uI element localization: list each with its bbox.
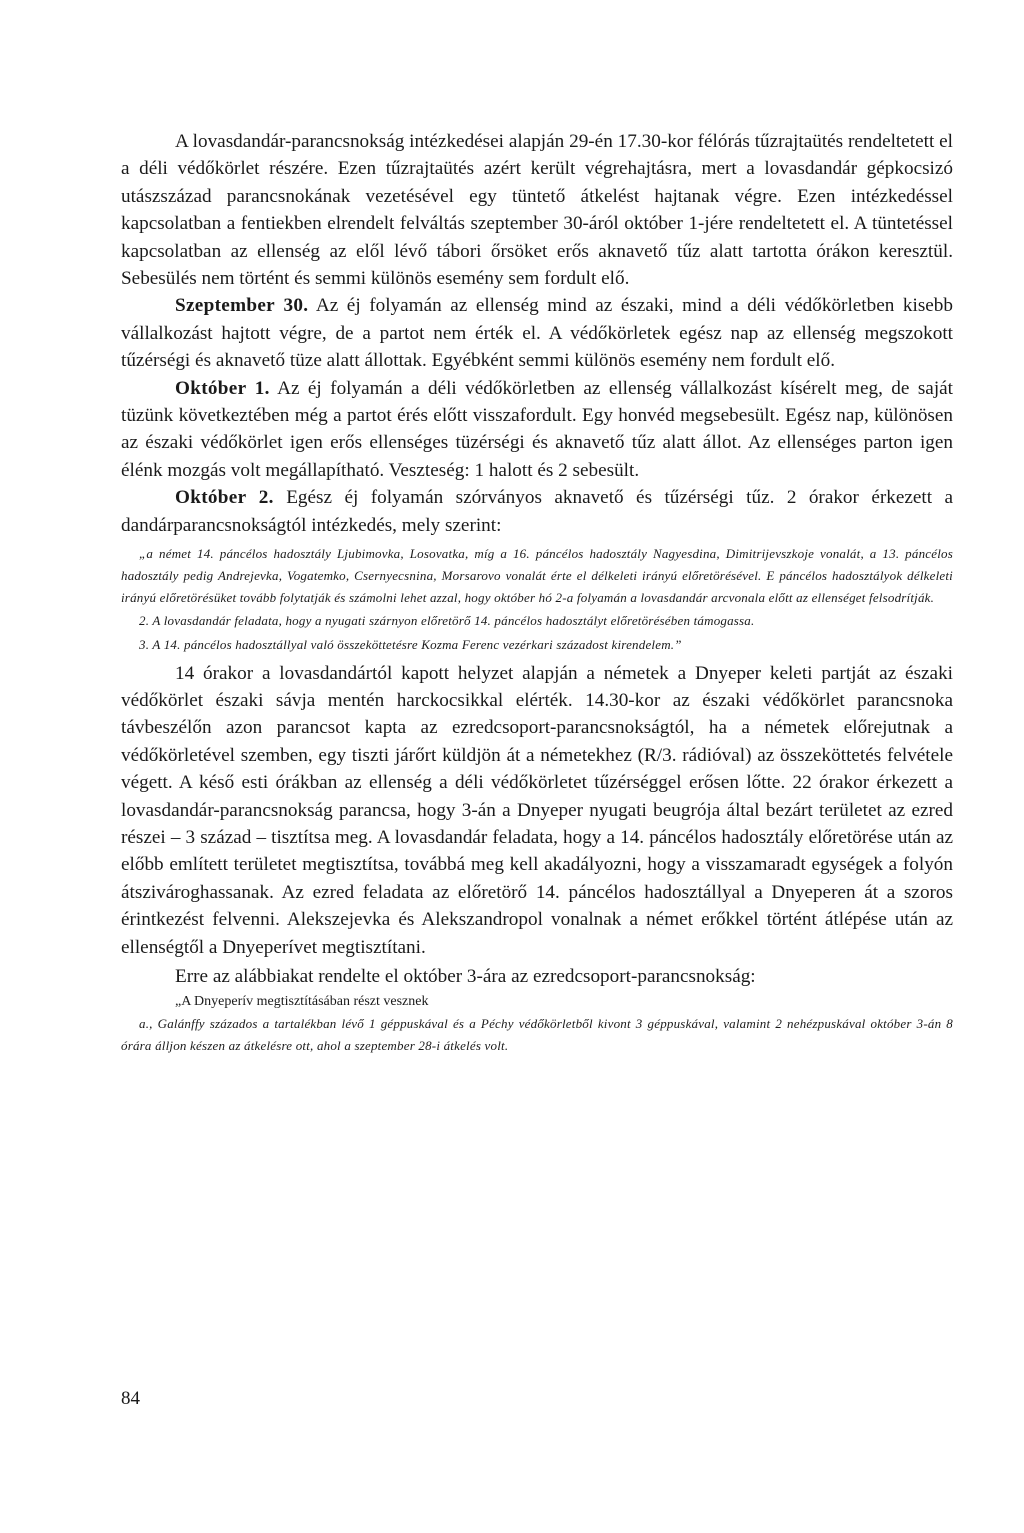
paragraph-text: Az éj folyamán a déli védőkörletben az ellenség vállalkozást kísérelt meg, de saját tüzünk következtében még a partot érés előtt visszafordult. Egy honvéd megsebesült. Egész nap, különösen az északi védőkörlet igen erős ellenséges tüzérségi és aknavető tűz alatt állot. Az ellenséges parton igen élénk mozgás volt megállapítható. Veszteség: 1 halott és 2 sebesült. xyxy=(121,377,953,481)
paragraph-october-2 xyxy=(121,484,953,539)
quote-paragraph-a: a., Galánffy százados a tartalékban lévő 1 géppuskával és a Péchy védőkörletből kivont 3 géppuskával, valamint 2 nehézpuskával október 3-án 8 órára álljon készen az átkelésre ott, ahol a szeptember 28-i átkelés volt. xyxy=(121,1016,953,1054)
quote-paragraph-2: 2. A lovasdandár feladata, hogy a nyugati szárnyon előretörő 14. páncélos hadosztályt előretörésében támogassa. xyxy=(139,613,755,629)
paragraph-text: Az éj folyamán az ellenség mind az északi, mind a déli védőkörletben kisebb vállalkozást hajtott végre, de a partot nem érték el. A védőkörletek egész nap az ellenség megszokott tűzérségi és aknavető tüze alatt állottak. Egyébként semmi különös esemény nem fordult elő. xyxy=(121,295,953,372)
paragraph-september-30 xyxy=(121,292,953,374)
quote-paragraph-3: 3. A 14. páncélos hadosztállyal való összeköttetésre Kozma Ferenc vezérkari századost kirendelem.” xyxy=(139,636,682,652)
date-heading-oct2: Október 2. xyxy=(175,487,274,509)
quote-paragraph-1: „a német 14. páncélos hadosztály Ljubimovka, Losovatka, míg a 16. páncélos hadosztály Nagyesdina, Dimitrijevszkoje vonalát, a 13. páncélos hadosztály pedig Andrejevka, Vogatemko, Csernyecsnina, Morsarovo vonalát érte el délkeleti irányú előretörésével. E páncélos hadosztályok délkeleti irányú előretörésüket tovább folytatják és számolni lehet azzal, hogy október hó 2-a folyamán a lovasdandár arcvonala előtt az ellenséget felsodrítják. xyxy=(121,546,953,605)
page-number: 84 xyxy=(121,1388,140,1409)
date-heading-sep30: Szeptember 30. xyxy=(175,295,309,317)
quote-heading: „A Dnyeperív megtisztításában részt vesznek xyxy=(175,994,429,1010)
paragraph-text: Egész éj folyamán szórványos aknavető és tűzérségi tűz. 2 órakor érkezett a dandárparancsnokságtól intézkedés, mely szerint: xyxy=(121,487,954,536)
date-heading-oct1: Október 1. xyxy=(175,377,270,399)
paragraph-14-ora: 14 órakor a lovasdandártól kapott helyzet alapján a németek a Dnyeper keleti partját az északi védőkörlet északi sávja mentén harckocsikkal elérték. 14.30-kor az északi védőkörlet parancsnoka távbeszélőn azon parancsot kapta az ezredcsoport-parancsnokságtól, ha a németek előrejutnak a védőkörletével szemben, egy tiszti járőrt küldjön át a németekhez (R/3. rádióval) az összeköttetés felvétele végett. A késő esti órákban az ellenség a déli védőkörletet tűzérséggel erősen lőtte. 22 órakor érkezett a lovasdandár-parancsnokság parancsa, hogy 3-án a Dnyeper nyugati beugrója által bezárt területet az ezred részei – 3 század – tisztítsa meg. A lovasdandár feladata, hogy a 14. páncélos hadosztály előretörése után az előbb említett területet megtisztítsa, továbbá meg kell akadályozni, hogy a visszamaradt egységek a folyón átszivároghassanak. Az ezred feladata az előretörő 14. páncélos hadosztállyal a Dnyeperen át a szoros érintkezést felvenni. Alekszejevka és Alekszandropol vonalnak a német erőkkel történt átlépése után az ellenségtől a Dnyeperívet megtisztítani. xyxy=(121,662,953,958)
paragraph-october-1 xyxy=(121,375,953,485)
paragraph-intro: A lovasdandár-parancsnokság intézkedései alapján 29-én 17.30-kor félórás tűzrajtaütés rendeltetett el a déli védőkörlet részére. Ezen tűzrajtaütés azért került végrehajtásra, mert a lovasdandár gépkocsizó utászszázad parancsnokának vezetésével egy tüntető átkelést hajtanak végre. Ezen intézkedéssel kapcsolatban a fentiekben elrendelt felváltás szeptember 30-áról október 1-jére rendeltetett el. A tüntetéssel kapcsolatban az ellenség az elől lévő tábori őrsöket erős aknavető tűz alatt tartotta órákon keresztül. Sebesülés nem történt és semmi különös esemény sem fordult elő. xyxy=(121,131,953,290)
paragraph-erre: Erre az alábbiakat rendelte el október 3-ára az ezredcsoport-parancsnokság: xyxy=(175,966,756,988)
text-block xyxy=(121,128,953,1057)
